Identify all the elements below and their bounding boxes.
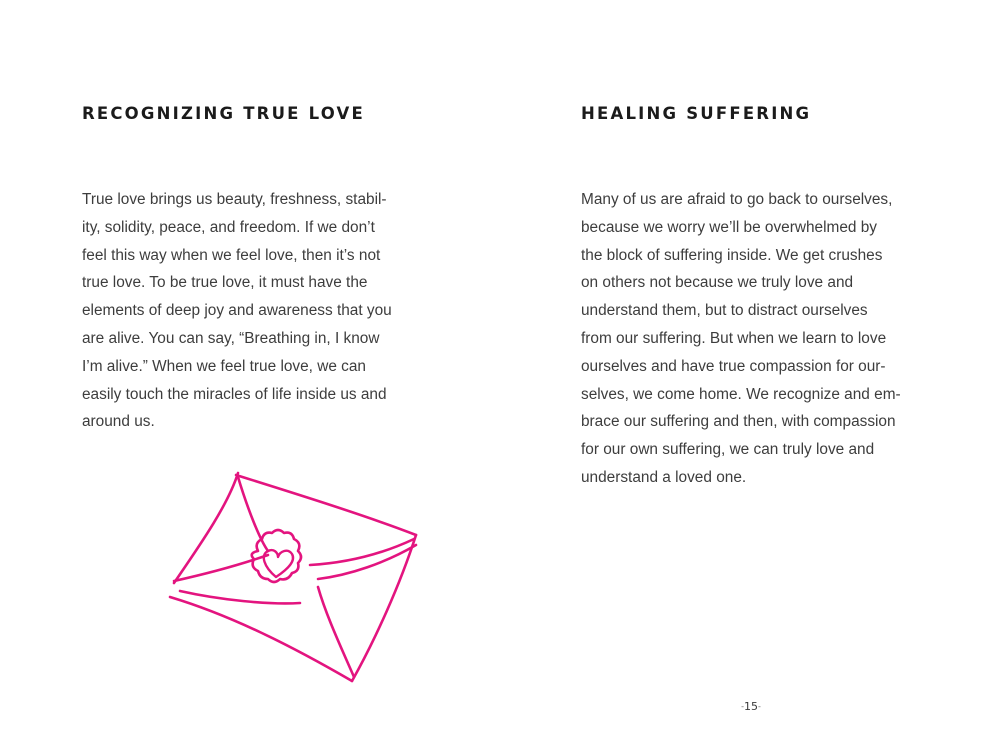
body-line: the block of suffering inside. We get crushes: [581, 246, 883, 264]
body-line: feel this way when we feel love, then it’s not: [82, 246, 381, 264]
page-number: [726, 700, 776, 713]
body-line: easily touch the miracles of life inside us and: [82, 385, 387, 403]
body-line: True love brings us beauty, freshness, stabil-: [82, 191, 387, 208]
body-line: Many of us are afraid to go back to ourselves,: [581, 191, 893, 208]
page-number-dash-right: -: [758, 702, 761, 711]
section-heading-healing-suffering: HEALING SUFFERING: [581, 104, 812, 123]
body-line: understand them, but to distract ourselves: [581, 302, 868, 320]
body-line: around us.: [82, 413, 155, 431]
body-line: brace our suffering and then, with compassion: [581, 413, 896, 431]
section-body-healing-suffering: [581, 186, 901, 492]
body-line: ourselves and have true compassion for our-: [581, 357, 886, 375]
envelope-with-heart-seal-icon: [150, 455, 440, 695]
body-line: true love. To be true love, it must have the: [82, 274, 368, 292]
page-number-dash-left: -: [741, 702, 744, 711]
page-number-value: 15: [744, 700, 758, 713]
section-body-recognizing-true-love: [82, 186, 392, 436]
body-line: elements of deep joy and awareness that you: [82, 302, 392, 320]
body-line: understand a loved one.: [581, 468, 747, 486]
body-line: ity, solidity, peace, and freedom. If we don’t: [82, 218, 375, 236]
body-line: I’m alive.” When we feel true love, we can: [82, 357, 366, 375]
body-line: for our own suffering, we can truly love and: [581, 441, 875, 459]
body-line: from our suffering. But when we learn to love: [581, 329, 887, 347]
body-line: selves, we come home. We recognize and em-: [581, 385, 901, 403]
section-heading-recognizing-true-love: RECOGNIZING TRUE LOVE: [82, 104, 365, 123]
body-line: on others not because we truly love and: [581, 274, 854, 292]
body-line: because we worry we’ll be overwhelmed by: [581, 218, 877, 236]
body-line: are alive. You can say, “Breathing in, I know: [82, 329, 380, 347]
